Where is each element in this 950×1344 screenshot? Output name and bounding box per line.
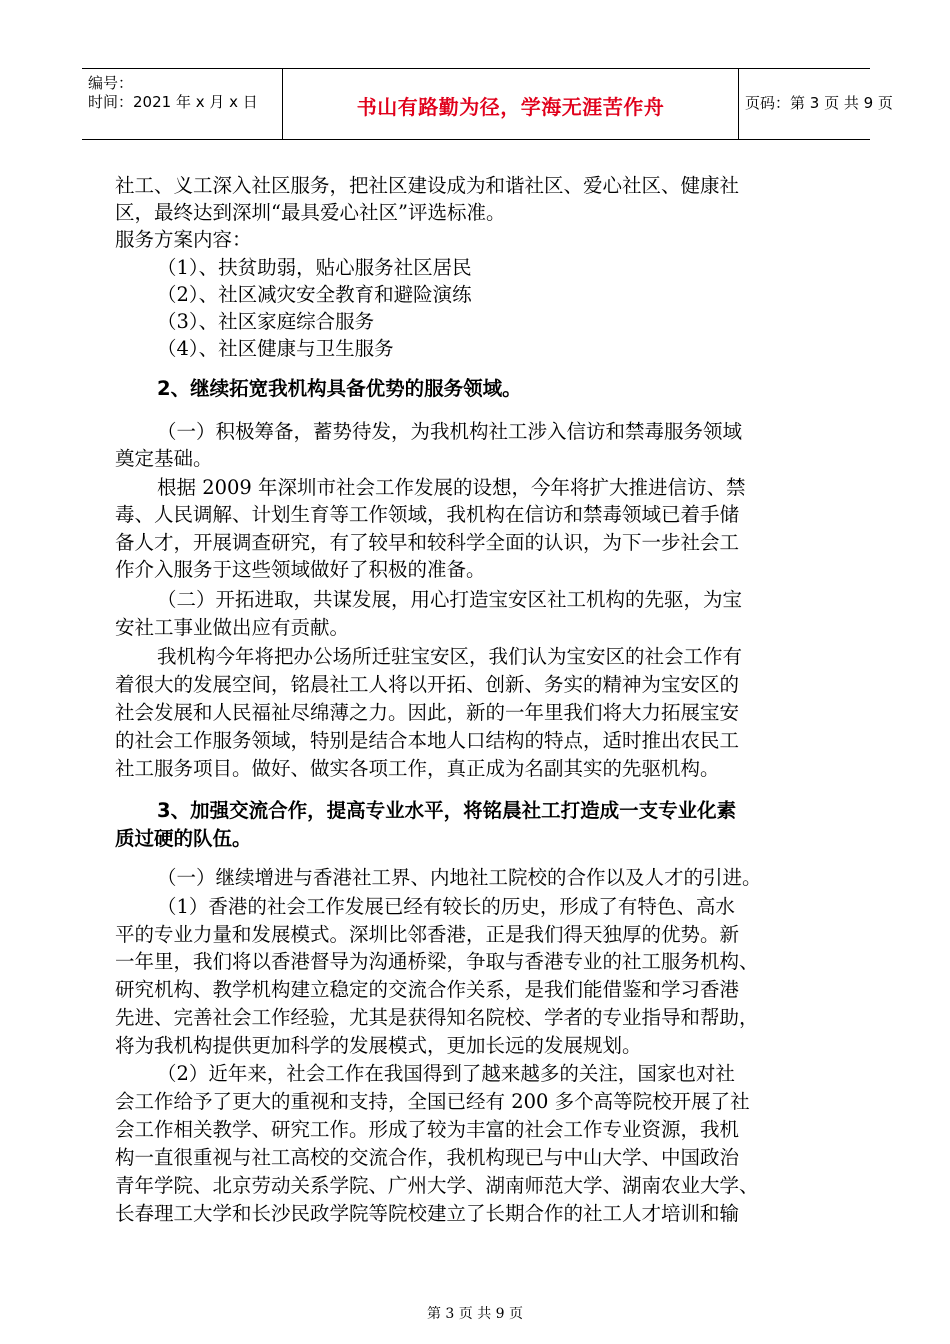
list-item: （2）、社区减灾安全教育和避险演练 <box>157 283 472 306</box>
body-line: 平的专业力量和发展模式。深圳比邻香港，正是我们得天独厚的优势。新 <box>115 923 740 946</box>
body-line: 区，最终达到深圳“最具爱心社区”评选标准。 <box>115 201 506 224</box>
time-label: 时间：2021 年 x 月 x 日 <box>88 93 258 111</box>
section-heading: 3、加强交流合作，提高专业水平，将铭晨社工打造成一支专业化素 <box>157 799 737 822</box>
body-line: 备人才，开展调查研究，有了较早和较科学全面的认识，为下一步社会工 <box>115 531 740 554</box>
body-line: 会工作给予了更大的重视和支持，全国已经有 200 多个高等院校开展了社 <box>115 1090 750 1113</box>
body-line: 社工、义工深入社区服务，把社区建设成为和谐社区、爱心社区、健康社 <box>115 174 740 197</box>
page-footer: 第 3 页 共 9 页 <box>426 1306 524 1322</box>
body-line: 安社工事业做出应有贡献。 <box>115 616 350 639</box>
body-line: 一年里，我们将以香港督导为沟通桥梁，争取与香港专业的社工服务机构、 <box>115 950 759 973</box>
header-meta-cell <box>82 69 283 139</box>
header-motto-cell <box>283 69 739 139</box>
body-line: 根据 2009 年深圳市社会工作发展的设想，今年将扩大推进信访、禁 <box>157 476 746 499</box>
list-item: （4）、社区健康与卫生服务 <box>157 337 394 360</box>
body-line: 社会发展和人民福祉尽绵薄之力。因此，新的一年里我们将大力拓展宝安 <box>115 701 740 724</box>
section-heading: 2、继续拓宽我机构具备优势的服务领域。 <box>157 377 522 400</box>
body-line: 我机构今年将把办公场所迁驻宝安区，我们认为宝安区的社会工作有 <box>157 645 743 668</box>
document-header <box>82 68 893 140</box>
motto-text: 书山有路勤为径，学海无涯苦作舟 <box>356 95 665 119</box>
number-label: 编号： <box>88 74 134 92</box>
body-line: 青年学院、北京劳动关系学院、广州大学、湖南师范大学、湖南农业大学、 <box>115 1174 759 1197</box>
section-heading: 质过硬的队伍。 <box>115 827 252 850</box>
body-line: 长春理工大学和长沙民政学院等院校建立了长期合作的社工人才培训和输 <box>115 1202 740 1225</box>
body-line: 奠定基础。 <box>115 447 213 470</box>
body-line: （一）积极筹备，蓄势待发，为我机构社工涉入信访和禁毒服务领域 <box>157 420 743 443</box>
list-item: （3）、社区家庭综合服务 <box>157 310 375 333</box>
body-line: 社工服务项目。做好、做实各项工作，真正成为名副其实的先驱机构。 <box>115 757 720 780</box>
list-item: （1）、扶贫助弱，贴心服务社区居民 <box>157 256 472 279</box>
body-line: （1）香港的社会工作发展已经有较长的历史，形成了有特色、高水 <box>157 895 735 918</box>
body-line: 着很大的发展空间，铭晨社工人将以开拓、创新、务实的精神为宝安区的 <box>115 673 740 696</box>
body-line: 的社会工作服务领域，特别是结合本地人口结构的特点，适时推出农民工 <box>115 729 740 752</box>
header-page-cell <box>739 69 893 139</box>
page-label: 页码：第 3 页 共 9 页 <box>745 94 893 112</box>
body-line: （2）近年来，社会工作在我国得到了越来越多的关注，国家也对社 <box>157 1062 735 1085</box>
body-line: 研究机构、教学机构建立稳定的交流合作关系，是我们能借鉴和学习香港 <box>115 978 740 1001</box>
body-line: 将为我机构提供更加科学的发展模式，更加长远的发展规划。 <box>115 1034 642 1057</box>
body-line: （一）继续增进与香港社工界、内地社工院校的合作以及人才的引进。 <box>157 866 762 889</box>
body-line: 先进、完善社会工作经验，尤其是获得知名院校、学者的专业指导和帮助， <box>115 1006 759 1029</box>
body-line: 作介入服务于这些领域做好了积极的准备。 <box>115 558 486 581</box>
body-line: 毒、人民调解、计划生育等工作领域，我机构在信访和禁毒领域已着手储 <box>115 503 740 526</box>
body-line: （二）开拓进取，共谋发展，用心打造宝安区社工机构的先驱，为宝 <box>157 588 743 611</box>
body-line: 构一直很重视与社工高校的交流合作，我机构现已与中山大学、中国政治 <box>115 1146 740 1169</box>
body-line: 服务方案内容： <box>115 228 252 251</box>
body-line: 会工作相关教学、研究工作。形成了较为丰富的社会工作专业资源，我机 <box>115 1118 740 1141</box>
